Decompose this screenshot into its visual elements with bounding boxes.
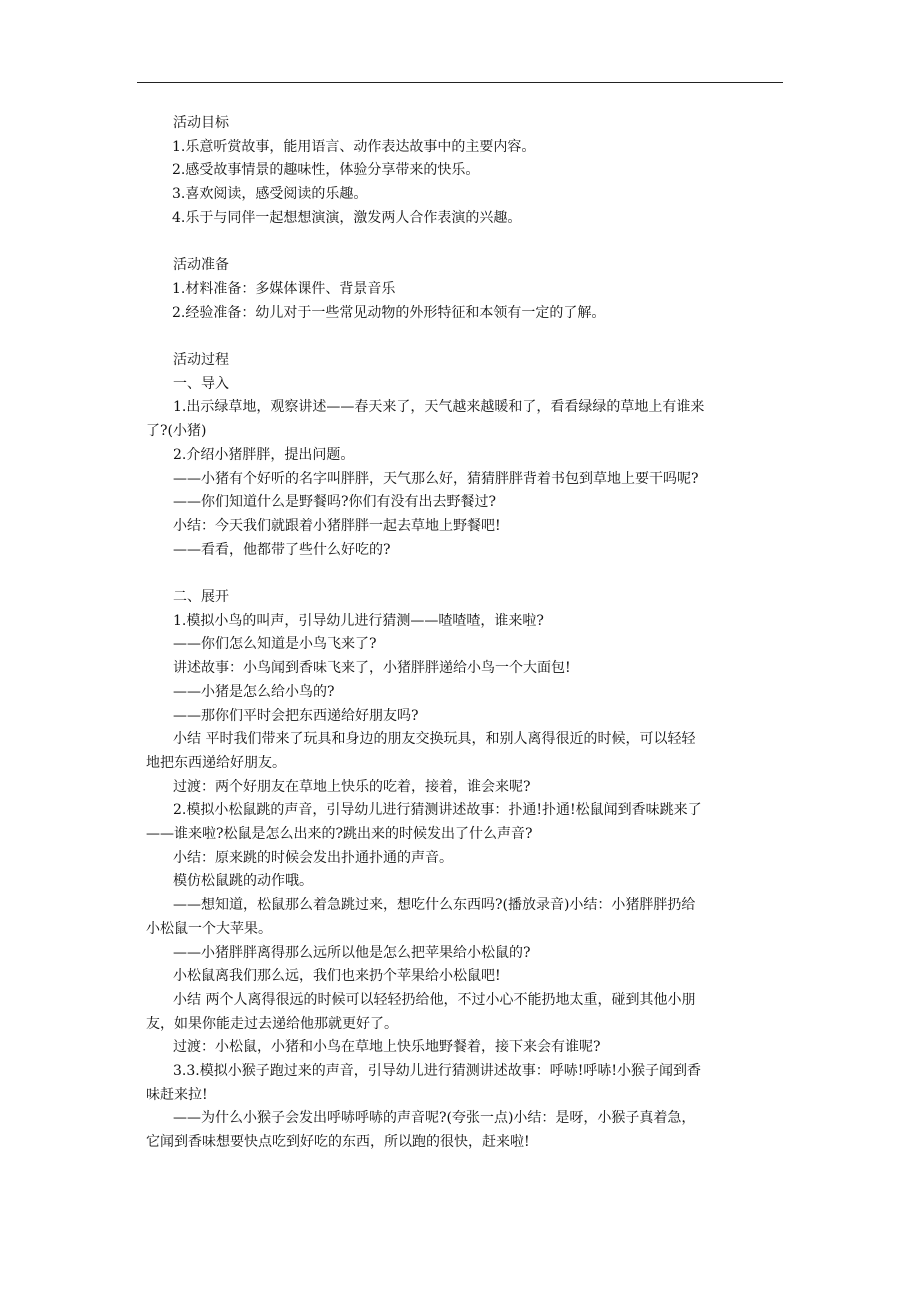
text-line: ——谁来啦?松鼠是怎么出来的?跳出来的时候发出了什么声音?	[146, 826, 533, 843]
text-line: 2.模拟小松鼠跳的声音，引导幼儿进行猜测讲述故事：扑通!扑通!松鼠闻到香味跳来了	[173, 802, 702, 819]
goal-item: 4.乐于与同伴一起想想演演，激发两人合作表演的兴趣。	[172, 209, 522, 226]
text-line: 小结 两个人离得很远的时候可以轻轻扔给他，不过小心不能扔地太重，碰到其他小朋	[173, 991, 696, 1008]
section-heading: 活动目标	[173, 115, 229, 131]
text-line: 味赶来拉!	[146, 1086, 208, 1103]
text-line: 小松鼠一个大苹果。	[146, 920, 272, 937]
text-line: 1.模拟小鸟的叫声，引导幼儿进行猜测——喳喳喳，谁来啦?	[173, 612, 544, 629]
text-line: ——小猪有个好听的名字叫胖胖，天气那么好，猜猜胖胖背着书包到草地上要干吗呢?	[173, 470, 699, 487]
goal-item: 2.感受故事情景的趣味性，体验分享带来的快乐。	[172, 162, 480, 179]
text-line: 模仿松鼠跳的动作哦。	[173, 873, 313, 890]
prep-item: 2.经验准备：幼儿对于一些常见动物的外形特征和本领有一定的了解。	[172, 304, 606, 321]
text-line: 讲述故事：小鸟闻到香味飞来了，小猪胖胖递给小鸟一个大面包!	[173, 660, 571, 677]
subsection-title: 一、导入	[173, 375, 229, 392]
header-rule	[137, 82, 783, 83]
text-line: 地把东西递给好朋友。	[146, 754, 286, 771]
prep-section	[173, 254, 785, 325]
section-heading: 活动过程	[173, 352, 229, 368]
text-line: ——你们知道什么是野餐吗?你们有没有出去野餐过?	[173, 494, 497, 511]
subsection-title: 二、展开	[173, 589, 229, 606]
document-body	[146, 112, 785, 1179]
text-line: 小结：原来跳的时候会发出扑通扑通的声音。	[173, 849, 453, 866]
text-line: 友，如果你能走过去递给他那就更好了。	[146, 1015, 398, 1032]
text-line: ——那你们平时会把东西递给好朋友吗?	[173, 707, 419, 724]
text-line: 小松鼠离我们那么远，我们也来扔个苹果给小松鼠吧!	[173, 968, 501, 985]
section-heading: 活动准备	[173, 257, 229, 274]
text-line: 1.出示绿草地，观察讲述——春天来了，天气越来越暖和了，看看绿绿的草地上有谁来	[173, 399, 705, 416]
text-line: 2.介绍小猪胖胖，提出问题。	[173, 446, 355, 463]
text-line: ——小猪胖胖离得那么远所以他是怎么把苹果给小松鼠的?	[173, 944, 531, 961]
text-line: ——小猪是怎么给小鸟的?	[173, 683, 335, 700]
text-line: 它闻到香味想要快点吃到好吃的东西，所以跑的很快，赶来啦!	[146, 1134, 530, 1151]
text-line: ——你们怎么知道是小鸟飞来了?	[173, 636, 377, 653]
goal-item: 3.喜欢阅读，感受阅读的乐趣。	[172, 186, 368, 203]
goals-section	[173, 112, 785, 231]
prep-item: 1.材料准备：多媒体课件、背景音乐	[172, 280, 396, 297]
text-line: 小结 平时我们带来了玩具和身边的朋友交换玩具，和别人离得很近的时候，可以轻轻	[173, 731, 696, 748]
process-section	[146, 349, 785, 562]
text-line: ——想知道，松鼠那么着急跳过来，想吃什么东西吗?(播放录音)小结：小猪胖胖扔给	[173, 897, 696, 914]
text-line: 过渡：两个好朋友在草地上快乐的吃着，接着，谁会来呢?	[173, 778, 531, 795]
text-line: 过渡：小松鼠，小猪和小鸟在草地上快乐地野餐着，接下来会有谁呢?	[173, 1039, 601, 1056]
text-line: ——看看，他都带了些什么好吃的?	[173, 541, 391, 558]
text-line: ——为什么小猴子会发出呼哧呼哧的声音呢?(夸张一点)小结：是呀，小猴子真着急，	[173, 1110, 696, 1127]
text-line: 小结：今天我们就跟着小猪胖胖一起去草地上野餐吧!	[173, 517, 501, 534]
goal-item: 1.乐意听赏故事，能用语言、动作表达故事中的主要内容。	[172, 138, 536, 155]
expand-section	[146, 586, 785, 1155]
text-line: 了?(小猪)	[146, 423, 207, 440]
text-line: 3.3.模拟小猴子跑过来的声音，引导幼儿进行猜测讲述故事：呼哧!呼哧!小猴子闻到香	[173, 1063, 701, 1080]
